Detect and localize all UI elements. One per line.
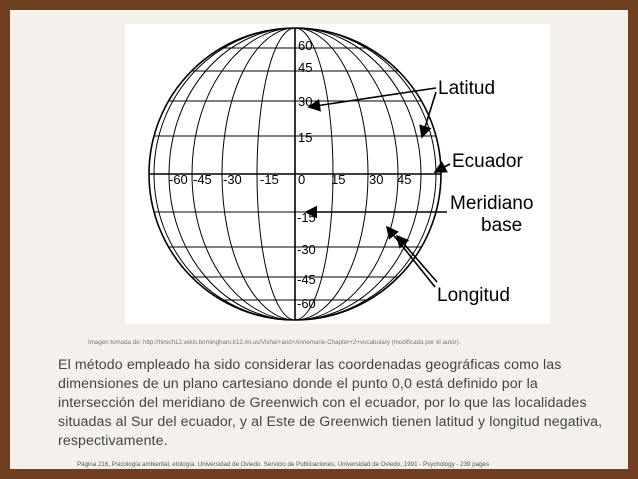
lon-label-neg45: -45 [193, 172, 212, 187]
lon-label-neg60: -60 [169, 172, 188, 187]
label-meridiano: Meridiano [450, 193, 534, 214]
lon-label-15: 15 [331, 172, 346, 187]
label-ecuador: Ecuador [452, 151, 523, 172]
label-latitud: Latitud [438, 78, 496, 99]
lat-label-30: 30 [298, 94, 313, 109]
lon-label-neg30: -30 [223, 172, 242, 187]
globe-diagram [125, 24, 550, 324]
lon-label-30: 30 [369, 172, 384, 187]
lat-label-45: 45 [298, 60, 313, 75]
lat-label-neg45: -45 [297, 272, 316, 287]
lon-label-45: 45 [397, 172, 412, 187]
image-caption: Imagen tomada de: http://hirsch12.wikis.birmingham.k12.mi.us/Vishal+and+Annemarie-Chapter+2+vocabulary (modificada por el autor). [88, 339, 461, 346]
lat-label-neg15: -15 [297, 210, 316, 225]
source-footer: Página 216, Psicología ambiental, etología. Universidad de Oviedo. Servicio de Publicaciones, Universidad de Oviedo, 1991 - Psychology - 239 pages [77, 461, 490, 468]
lat-label-neg30: -30 [297, 242, 316, 257]
lat-label-15: 15 [298, 130, 313, 145]
lon-label-neg15: -15 [260, 172, 279, 187]
lon-label-0: 0 [298, 172, 306, 187]
label-longitud: Longitud [437, 285, 510, 306]
label-base: base [481, 215, 523, 236]
lat-label-60: 60 [298, 38, 313, 53]
body-paragraph: El método empleado ha sido considerar las coordenadas geográficas como las dimensiones de un plano cartesiano donde el punto 0,0 está definido por la intersección del meridiano de Greenwich con el ecuador, por lo que las localidades situadas al Sur del ecuador, y al Este de Greenwich tienen latitud y longitud negativa, respectivamente. [58, 357, 603, 449]
lat-label-neg60: -60 [297, 296, 316, 311]
globe-figure [125, 24, 550, 324]
slide [10, 10, 628, 469]
